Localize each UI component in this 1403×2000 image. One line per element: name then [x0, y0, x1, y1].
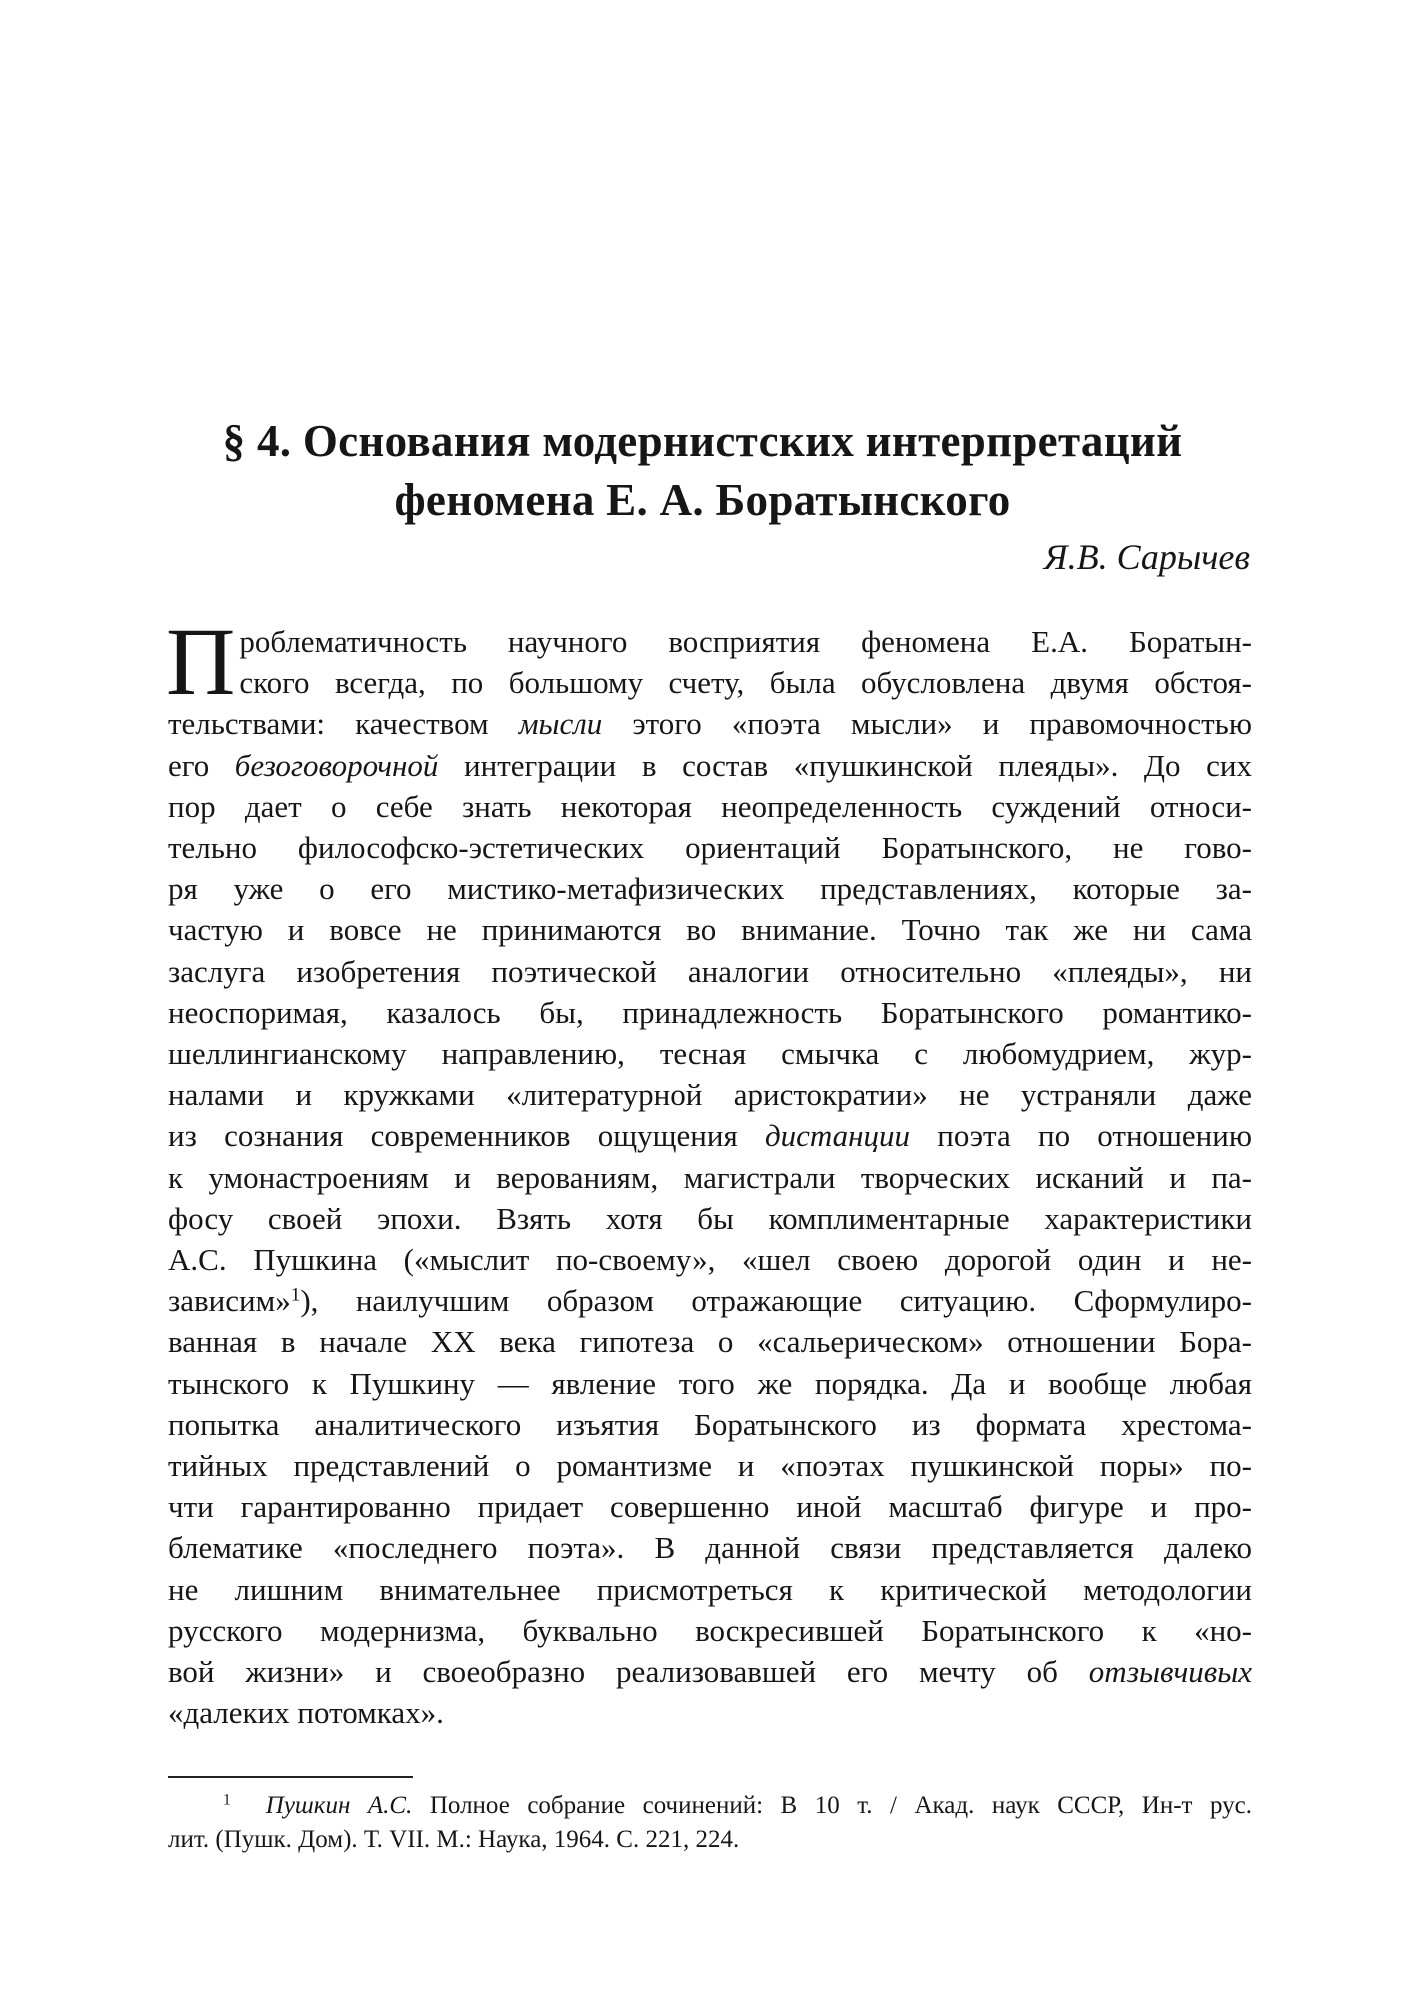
italic-emphasis: отзывчивых — [1088, 1654, 1252, 1690]
text-line: ского всегда, по большому счету, была обусловлена двумя обстоя- — [239, 665, 1252, 701]
text-run: зависим» — [168, 1283, 291, 1319]
main-paragraph — [166, 608, 1253, 1733]
text-run: тельствами: качеством — [168, 706, 519, 742]
text-line — [168, 1280, 1252, 1321]
text-line: ря уже о его мистико-метафизических представлениях, которые за- — [168, 871, 1252, 907]
text-line: неоспоримая, казалось бы, принадлежность Боратынского романтико- — [168, 994, 1252, 1030]
text-run: вой жизни» и своеобразно реализовавшей его мечту об — [168, 1654, 1089, 1690]
text-run: поэта по отношению — [910, 1118, 1253, 1154]
text-line: роблематичность научного восприятия феномена Е.А. Боратын- — [239, 624, 1252, 659]
text-line: к умонастроениям и верованиям, магистрали творческих исканий и па- — [168, 1159, 1252, 1195]
footnote-author: Пушкин А.С. — [265, 1792, 413, 1819]
text-line: тынского к Пушкину — явление того же порядка. Да и вообще любая — [168, 1365, 1252, 1401]
footnote — [168, 1789, 1252, 1857]
text-line: пор дает о себе знать некоторая неопределенность суждений относи- — [168, 788, 1252, 824]
text-line: шеллингианскому направлению, тесная смычка с любомудрием, жур- — [168, 1036, 1252, 1072]
footnote-text: Полное собрание сочинений: В 10 т. / Акад. наук СССР, Ин-т рус. — [412, 1792, 1252, 1819]
footnote-line: лит. (Пушк. Дом). Т. VII. М.: Наука, 1964. С. 221, 224. — [168, 1826, 740, 1853]
text-line — [168, 703, 1252, 744]
text-run: этого «поэта мысли» и правомочностью — [602, 706, 1252, 742]
text-line: заслуга изобретения поэтической аналогии относительно «плеяды», ни — [168, 953, 1252, 989]
footnote-reference[interactable]: 1 — [290, 1284, 301, 1306]
text-run: из сознания современников ощущения — [168, 1118, 765, 1154]
footnote-divider — [168, 1776, 413, 1778]
text-line: тельно философско-эстетических ориентаций Боратынского, не гово- — [168, 830, 1252, 866]
text-line: не лишним внимательнее присмотреться к критической методологии — [168, 1571, 1252, 1607]
text-run: ), наилучшим образом отражающие ситуацию. Сформулиро- — [300, 1283, 1252, 1319]
section-title-line-2: феномена Е. А. Боратынского — [394, 475, 1011, 525]
italic-emphasis: мысли — [518, 706, 603, 742]
text-line: попытка аналитического изъятия Боратынского из формата хрестома- — [168, 1406, 1252, 1442]
footnote-marker: 1 — [223, 1791, 231, 1809]
text-line — [168, 1651, 1252, 1692]
text-line: А.С. Пушкина («мыслит по-своему», «шел своею дорогой один и не- — [168, 1242, 1252, 1278]
footnote-line — [168, 1789, 1252, 1823]
text-line — [168, 745, 1252, 786]
text-line: ванная в начале XX века гипотеза о «сальерическом» отношении Бора- — [168, 1324, 1252, 1360]
text-line: налами и кружками «литературной аристократии» не устраняли даже — [168, 1077, 1252, 1113]
drop-cap: П — [166, 608, 236, 715]
text-line: русского модернизма, буквально воскресившей Боратынского к «но- — [168, 1612, 1252, 1648]
text-line — [168, 1115, 1252, 1156]
italic-emphasis: безоговорочной — [234, 747, 439, 783]
text-line: чти гарантированно придает совершенно иной масштаб фигуре и про- — [168, 1489, 1252, 1525]
text-line: тийных представлений о романтизме и «поэтах пушкинской поры» по- — [168, 1448, 1252, 1484]
text-line: блематике «последнего поэта». В данной связи представляется далеко — [168, 1530, 1252, 1566]
text-line: частую и вовсе не принимаются во внимание. Точно так же ни сама — [168, 912, 1252, 948]
italic-emphasis: дистанции — [764, 1118, 911, 1154]
author-name: Я.В. Сарычев — [1043, 537, 1250, 577]
text-line: «далеких потомках». — [168, 1695, 444, 1731]
text-line: фосу своей эпохи. Взять хотя бы комплиментарные характеристики — [168, 1200, 1252, 1236]
text-run: интеграции в состав «пушкинской плеяды». До сих — [438, 747, 1252, 783]
text-run: его — [168, 747, 235, 783]
section-title-line-1: § 4. Основания модернистских интерпретаций — [222, 416, 1183, 466]
section-title — [150, 412, 1255, 530]
